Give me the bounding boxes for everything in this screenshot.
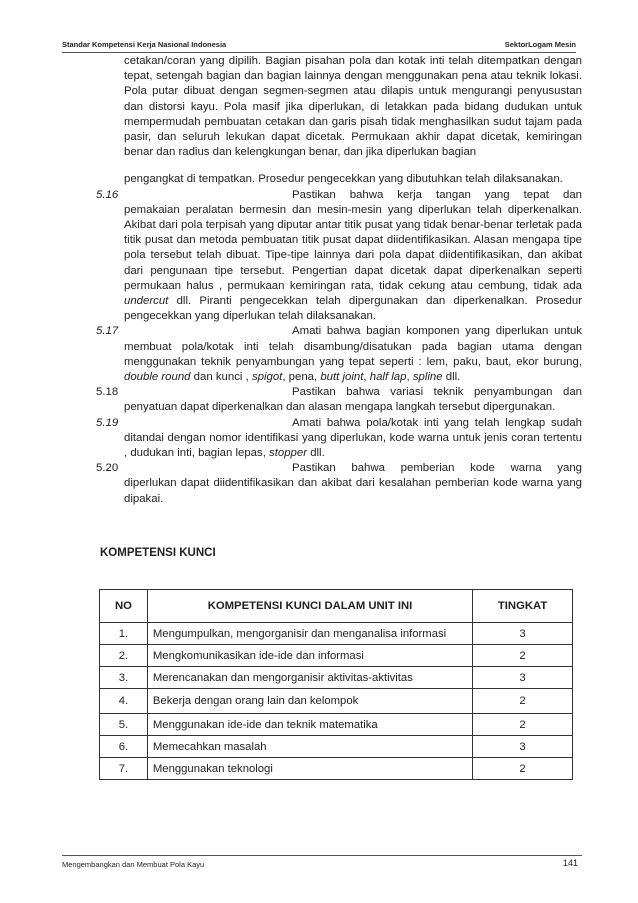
item-number: 5.18 bbox=[96, 386, 119, 399]
item-5-17 bbox=[62, 324, 582, 385]
table-row: 6. Memecahkan masalah 3 bbox=[100, 736, 573, 758]
item-number: 5.17 bbox=[96, 325, 119, 338]
section-title: KOMPETENSI KUNCI bbox=[100, 547, 216, 559]
table-row: 3. Merencanakan dan mengorganisir aktivitas-aktivitas 3 bbox=[100, 667, 573, 689]
item-5-19 bbox=[62, 416, 582, 462]
header-right: SektorLogam Mesin bbox=[504, 40, 576, 49]
table-header-row bbox=[100, 590, 573, 623]
item-first-line: Pastikan bahwa variasi teknik penyambungan dan bbox=[292, 386, 582, 399]
item-number: 5.16 bbox=[96, 188, 119, 201]
table-row: 7. Menggunakan teknologi 2 bbox=[100, 758, 573, 780]
item-first-line: Amati bahwa pola/kotak inti yang telah lengkap sudah bbox=[292, 416, 582, 429]
item-number: 5.20 bbox=[96, 462, 119, 475]
page-footer bbox=[62, 855, 582, 869]
header-left: Standar Kompetensi Kerja Nasional Indonesia bbox=[62, 40, 227, 49]
body-content bbox=[62, 54, 582, 507]
item-text: membuat pola/kotak inti telah disambung/disatukan pada bagian utama dengan menggunakan teknik penyambungan yang tepat seperti : lem, paku, baut, ekor burung, double round dan kunci , spigot, pena, butt joint, half lap, spline dll. bbox=[124, 340, 582, 384]
footer-title: Mengembangkan dan Membuat Pola Kayu bbox=[62, 860, 205, 869]
col-header-no: NO bbox=[100, 590, 148, 623]
table-row: 4. Bekerja dengan orang lain dan kelompok 2 bbox=[100, 689, 573, 714]
item-text: penyatuan dapat diperkenalkan dan alasan mengapa langkah tersebut dipergunakan. bbox=[124, 401, 556, 414]
page-header bbox=[62, 40, 576, 53]
item-5-16 bbox=[62, 188, 582, 325]
col-header-level: TINGKAT bbox=[473, 590, 573, 623]
col-header-competency: KOMPETENSI KUNCI DALAM UNIT INI bbox=[147, 590, 472, 623]
item-first-line: Amati bahwa bagian komponen yang diperlukan untuk bbox=[292, 325, 582, 338]
competency-table bbox=[99, 589, 573, 780]
item-number: 5.19 bbox=[96, 416, 119, 429]
table-row: 1. Mengumpulkan, mengorganisir dan menganalisa informasi 3 bbox=[100, 623, 573, 645]
intro-paragraph-2: pengangkat di tempatkan. Prosedur pengecekkan yang dibutuhkan telah dilaksanakan. bbox=[124, 173, 563, 186]
table-row: 5. Menggunakan ide-ide dan teknik matematika 2 bbox=[100, 714, 573, 736]
item-5-20 bbox=[62, 461, 582, 507]
item-text: pemakaian peralatan bermesin dan mesin-mesin yang diperlukan telah diperkenalkan. Akibat dari pola terpisah yang diputar antar titik pusat yang tidak benar-benar terletak pada titik pusat dan metoda pembuatan titik pusat dapat diidentifikasikan. Alasan mengapa tipe pola tersebut telah dibuat. Tipe-tipe lainnya dari pola dapat diidentifikasikan, dan akibat dari pengunaan tipe tersebut. Pengertian dapat dicetak dapat diperkenalkan seperti permukaan halus , permukaan kemiringan rata, tidak cekung atau cembung, tidak ada undercut dll. Piranti pengecekkan telah dipergunakan dan diperkenalkan. Prosedur pengecekkan yang diperlukan telah dilaksanakan. bbox=[124, 203, 582, 323]
item-first-line: Pastikan bahwa pemberian kode warna yang bbox=[292, 462, 582, 475]
intro-paragraph: cetakan/coran yang dipilih. Bagian pisahan pola dan kotak inti telah ditempatkan dengan tepat, setengah bagian dan bagian lainnya dengan menggunakan pena atau teknik lokasi. Pola putar dibuat dengan segmen-segmen atau dilapis untuk mengurangi penyusustan dan distorsi kayu. Pola masif jika diperlukan, di letakkan pada bidang dudukan untuk mempermudah pembuatan cetakan dan garis pisah tidak menghasilkan sudut tajam pada pasir, dan seluruh lekukan dapat dicetak. Permukaan akhir dapat dicetak, kemiringan benar dan radius dan kelengkungan benar, dan jika diperlukan bagian bbox=[124, 55, 582, 159]
item-text: diperlukan dapat diidentifikasikan dan akibat dari kesalahan pemberian kode warna yang dipakai. bbox=[124, 477, 582, 505]
item-first-line: Pastikan bahwa kerja tangan yang tepat dan bbox=[292, 188, 582, 201]
item-text: ditandai dengan nomor identifikasi yang diperlukan, kode warna untuk jenis coran tertentu , dudukan inti, bagian lepas, stopper dll. bbox=[124, 431, 582, 460]
page-number: 141 bbox=[562, 858, 578, 868]
table-row: 2. Mengkomunikasikan ide-ide dan informasi 2 bbox=[100, 645, 573, 667]
item-5-18 bbox=[62, 385, 582, 415]
